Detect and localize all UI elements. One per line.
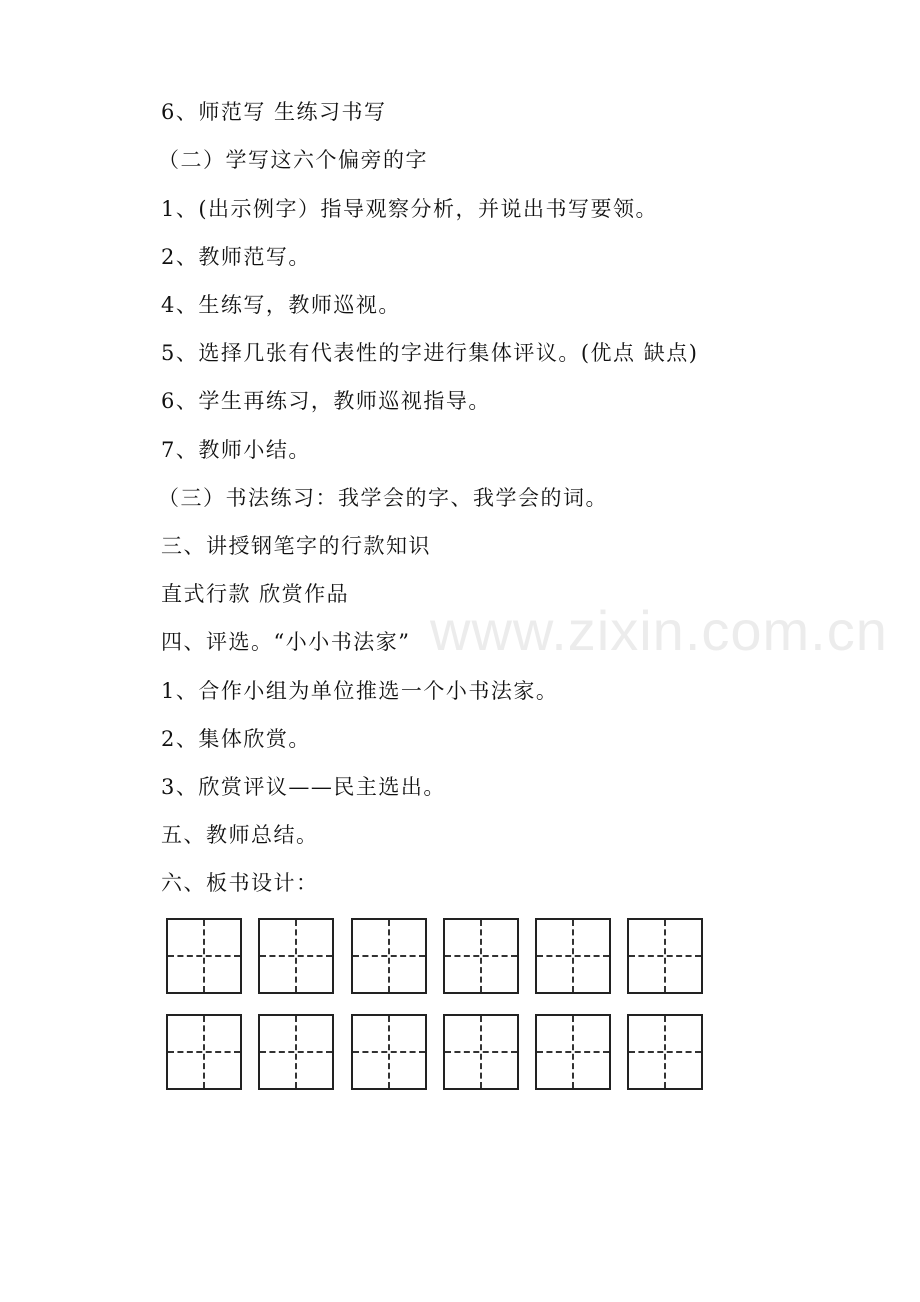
tianzige-box	[351, 1014, 427, 1090]
tianzige-box	[351, 918, 427, 994]
text-line: （三）书法练习：我学会的字、我学会的词。	[158, 486, 608, 510]
text-line: 1、(出示例字）指导观察分析，并说出书写要领。	[161, 197, 659, 221]
tianzige-box	[627, 918, 703, 994]
tianzige-box	[166, 1014, 242, 1090]
text-line: 五、教师总结。	[161, 823, 319, 847]
text-line: 6、师范写 生练习书写	[161, 100, 387, 124]
text-line: 4、生练写，教师巡视。	[161, 293, 401, 317]
tianzige-box	[166, 918, 242, 994]
tianzige-box	[443, 918, 519, 994]
text-line: 六、板书设计：	[161, 871, 319, 895]
text-line: 三、讲授钢笔字的行款知识	[161, 534, 431, 558]
tianzige-box	[535, 1014, 611, 1090]
text-line: 2、集体欣赏。	[161, 727, 311, 751]
text-line: 1、合作小组为单位推选一个小书法家。	[161, 679, 559, 703]
text-line: 3、欣赏评议——民主选出。	[161, 775, 446, 799]
text-line: 2、教师范写。	[161, 245, 311, 269]
text-line: 6、学生再练习，教师巡视指导。	[161, 389, 491, 413]
text-line: 5、选择几张有代表性的字进行集体评议。(优点 缺点)	[161, 341, 699, 365]
tianzige-box	[535, 918, 611, 994]
tianzige-box	[627, 1014, 703, 1090]
tianzige-box	[443, 1014, 519, 1090]
text-line: 直式行款 欣赏作品	[161, 582, 350, 606]
tianzige-box	[258, 918, 334, 994]
text-line: （二）学写这六个偏旁的字	[158, 148, 428, 172]
text-line: 四、评选。“小小书法家”	[161, 630, 411, 654]
text-line: 7、教师小结。	[161, 438, 311, 462]
watermark: www.zixin.com.cn	[430, 599, 888, 662]
tianzige-box	[258, 1014, 334, 1090]
